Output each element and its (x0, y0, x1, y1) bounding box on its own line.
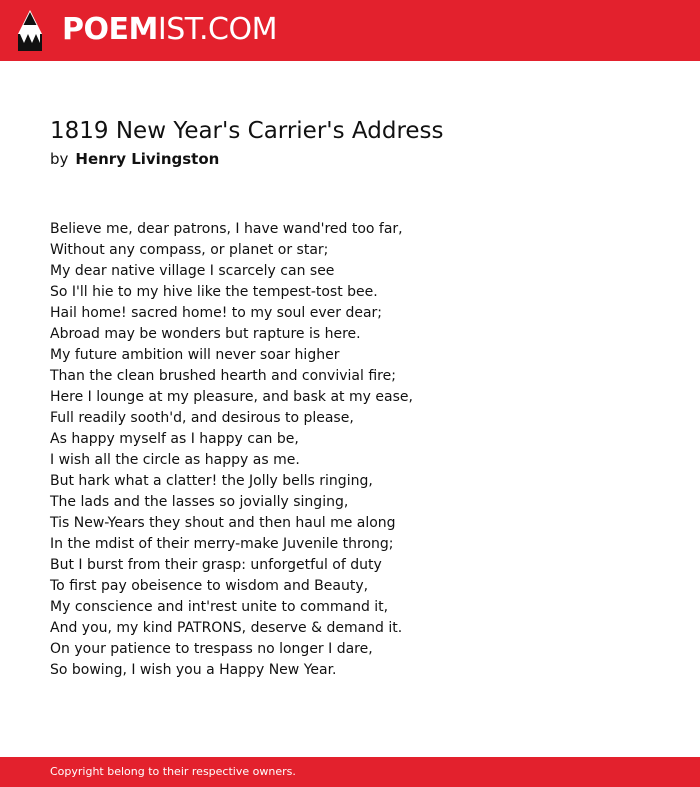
poem-line: The lads and the lasses so jovially singing, (50, 494, 349, 510)
poem-line: As happy myself as I happy can be, (50, 431, 299, 447)
poem-line: Than the clean brushed hearth and convivial fire; (50, 368, 396, 384)
poem-line: In the mdist of their merry-make Juvenile throng; (50, 536, 394, 552)
poem-line: My dear native village I scarcely can see (50, 263, 335, 279)
pencil-icon[interactable] (18, 10, 42, 51)
poem-line: Full readily sooth'd, and desirous to please, (50, 410, 354, 426)
poem-line: Believe me, dear patrons, I have wand'red too far, (50, 221, 403, 237)
poem-line: To first pay obeisence to wisdom and Beauty, (50, 578, 369, 594)
site-header (0, 0, 700, 61)
logo-light-text: IST.COM (157, 12, 277, 47)
poem-line: I wish all the circle as happy as me. (50, 452, 300, 468)
copyright-text: Copyright belong to their respective owners. (50, 765, 296, 778)
poem-line: But hark what a clatter! the Jolly bells ringing, (50, 473, 373, 489)
poem-line: So I'll hie to my hive like the tempest-tost bee. (50, 284, 378, 300)
poem-line: Here I lounge at my pleasure, and bask at my ease, (50, 389, 413, 405)
poem-title: 1819 New Year's Carrier's Address (50, 118, 444, 144)
byline (50, 149, 219, 169)
poem-line: My conscience and int'rest unite to command it, (50, 599, 389, 615)
site-logo[interactable] (62, 12, 277, 48)
poem-line: Hail home! sacred home! to my soul ever dear; (50, 305, 383, 321)
poem-line: Without any compass, or planet or star; (50, 242, 329, 258)
site-footer (0, 757, 700, 787)
poem-line: Abroad may be wonders but rapture is here. (50, 326, 361, 342)
author-name: Henry Livingston (75, 150, 220, 168)
poem-line: So bowing, I wish you a Happy New Year. (50, 662, 337, 678)
poem-body (50, 219, 670, 681)
poem-line: My future ambition will never soar higher (50, 347, 340, 363)
poem-line: Tis New-Years they shout and then haul me along (50, 515, 396, 531)
poem-line: And you, my kind PATRONS, deserve & demand it. (50, 620, 403, 636)
poem-line: But I burst from their grasp: unforgetful of duty (50, 557, 382, 573)
poem-line: On your patience to trespass no longer I dare, (50, 641, 373, 657)
logo-bold-text: POEM (62, 12, 158, 47)
by-label: by (50, 150, 69, 168)
